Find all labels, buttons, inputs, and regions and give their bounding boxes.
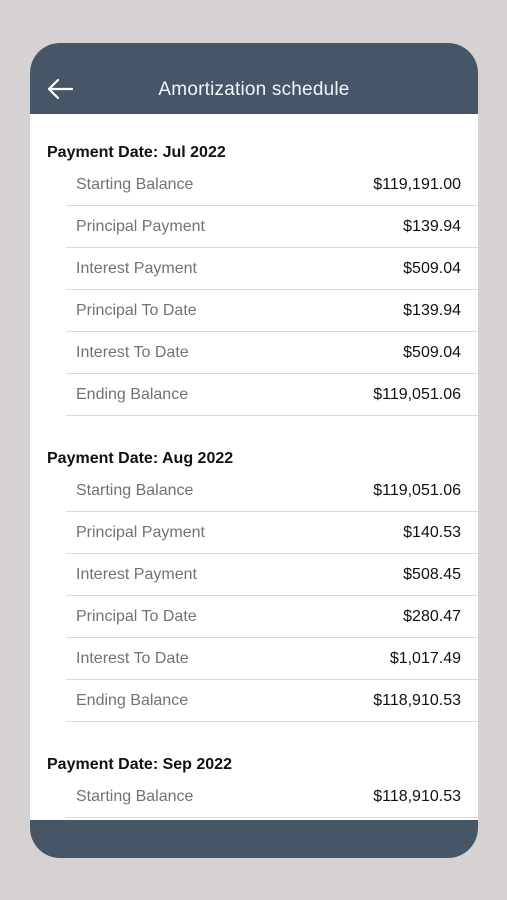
row-value: $118,910.53 [373,788,461,805]
schedule-row [66,374,478,416]
payment-section [30,448,478,722]
payment-section [30,754,478,818]
row-value: $508.45 [403,566,461,583]
row-label: Starting Balance [76,788,194,805]
row-label: Ending Balance [76,692,189,709]
row-label: Interest Payment [76,566,197,583]
page-title: Amortization schedule [158,79,350,100]
schedule-row [66,680,478,722]
row-value: $119,191.00 [373,176,461,193]
row-value: $119,051.06 [373,386,461,403]
row-label: Interest To Date [76,650,189,667]
row-value: $140.53 [403,524,461,541]
row-label: Principal Payment [76,218,205,235]
schedule-row [66,470,478,512]
row-value: $139.94 [403,218,461,235]
row-value: $280.47 [403,608,461,625]
schedule-row [66,638,478,680]
row-value: $118,910.53 [373,692,461,709]
payment-date-heading: Payment Date: Aug 2022 [47,450,234,467]
schedule-row [66,248,478,290]
schedule-row [66,776,478,818]
payment-date-heading: Payment Date: Sep 2022 [47,756,232,773]
payment-section [30,114,478,416]
schedule-row [66,512,478,554]
schedule-row [66,554,478,596]
row-label: Principal Payment [76,524,205,541]
schedule-row [66,596,478,638]
row-value: $509.04 [403,344,461,361]
row-label: Starting Balance [76,176,194,193]
schedule-row [66,290,478,332]
schedule-row [66,206,478,248]
row-label: Interest Payment [76,260,197,277]
row-label: Interest To Date [76,344,189,361]
row-value: $139.94 [403,302,461,319]
app-screen [30,43,478,858]
row-value: $119,051.06 [373,482,461,499]
row-label: Principal To Date [76,302,197,319]
row-value: $509.04 [403,260,461,277]
bottom-bar [30,820,478,858]
schedule-row [66,164,478,206]
row-label: Ending Balance [76,386,189,403]
payment-date-heading: Payment Date: Jul 2022 [47,144,226,161]
row-label: Principal To Date [76,608,197,625]
row-label: Starting Balance [76,482,194,499]
schedule-row [66,332,478,374]
row-value: $1,017.49 [389,650,461,667]
header-bar [30,43,478,114]
schedule-list[interactable] [30,114,478,820]
